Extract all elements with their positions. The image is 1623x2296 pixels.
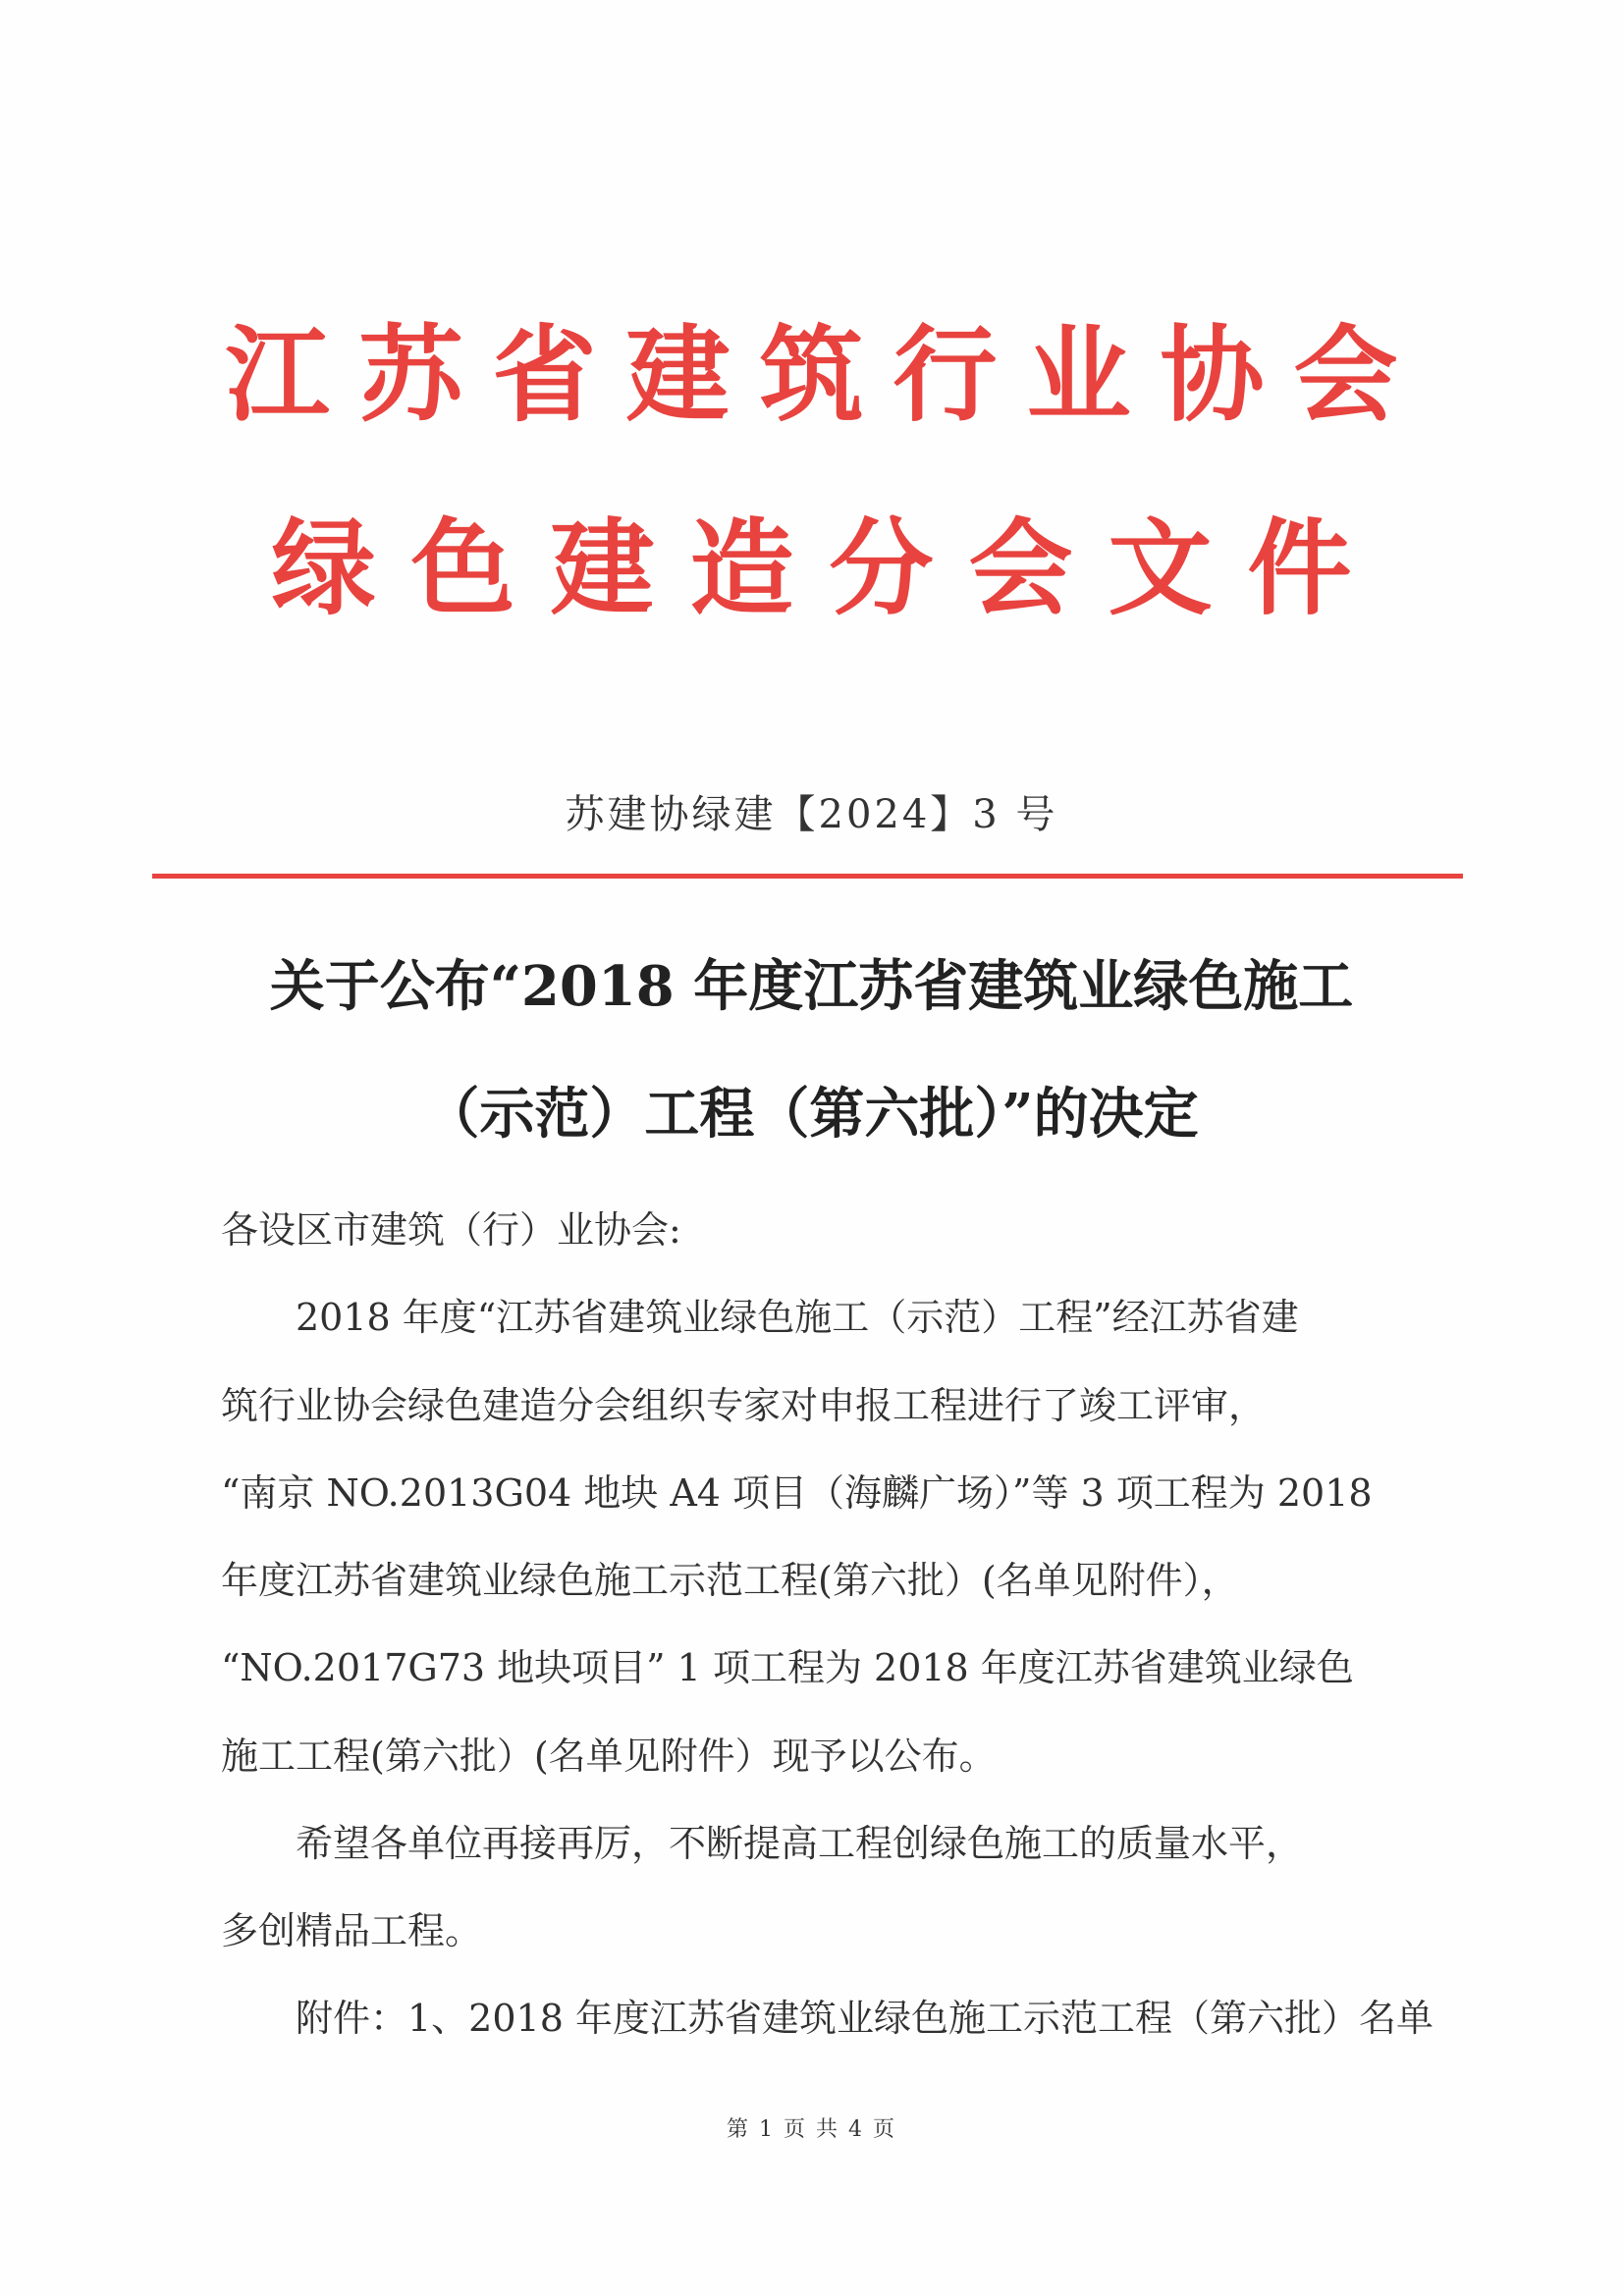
page-footer: 第 1 页 共 4 页 [727,2117,896,2142]
body-line: 筑行业协会绿色建造分会组织专家对申报工程进行了竣工评审， [221,1384,1267,1427]
document-title-line-2: （示范）工程（第六批）”的决定 [424,1082,1199,1147]
issuer-title-line-1: 江苏省建筑行业协会 [225,315,1428,436]
salutation: 各设区市建筑（行）业协会: [221,1208,681,1252]
body-line: “南京 NO.2013G04 地块 A4 项目（海麟广场）”等 3 项工程为 2018 [221,1471,1373,1515]
red-divider [152,874,1463,879]
document-number: 苏建协绿建【2024】3 号 [565,792,1058,837]
body-line: “NO.2017G73 地块项目” 1 项工程为 2018 年度江苏省建筑业绿色 [221,1646,1354,1689]
body-line: 2018 年度“江苏省建筑业绿色施工（示范）工程”经江苏省建 [221,1296,1299,1339]
body-line: 多创精品工程。 [221,1909,483,1952]
document-title-line-1: 关于公布“2018 年度江苏省建筑业绿色施工 [269,954,1354,1019]
issuer-title-line-2: 绿色建造分会文件 [271,508,1387,629]
body-line: 年度江苏省建筑业绿色施工示范工程(第六批）(名单见附件）， [221,1559,1239,1602]
body-line: 希望各单位再接再厉，不断提高工程创绿色施工的质量水平， [221,1822,1304,1865]
body-line: 施工工程(第六批）(名单见附件）现予以公布。 [221,1735,997,1778]
attachment-line: 附件：1、2018 年度江苏省建筑业绿色施工示范工程（第六批）名单 [221,1997,1434,2040]
